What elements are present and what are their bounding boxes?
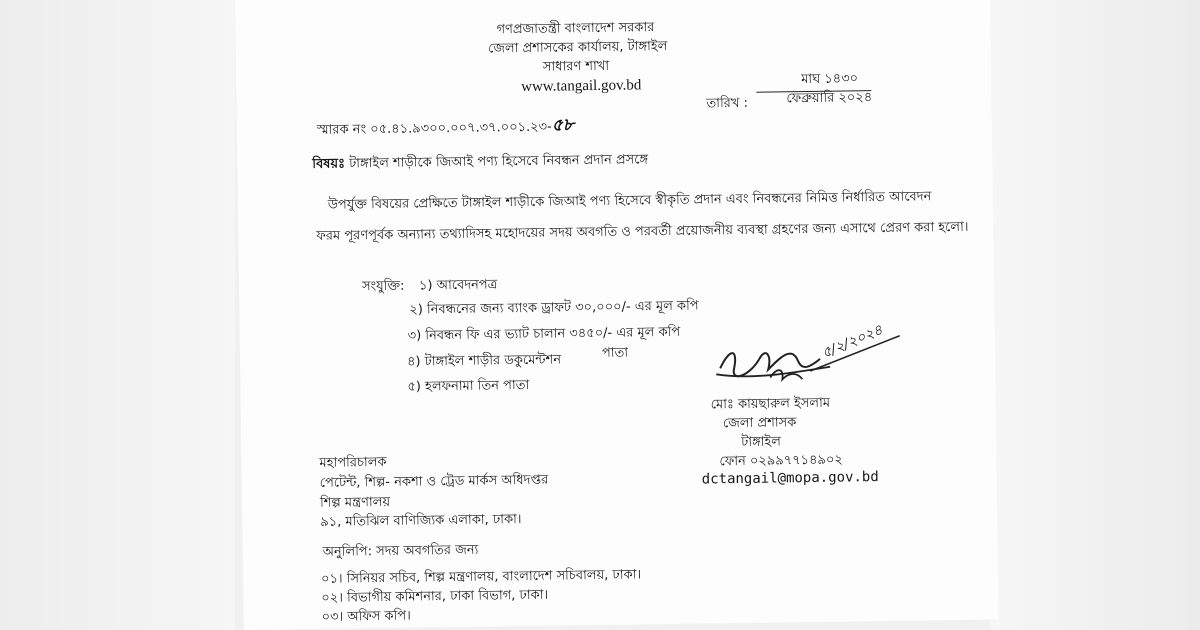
attachment-item-3: ৩) নিবন্ধন ফি এর ভ্যাট চালান ৩৪৫০/- এর মূল কপি bbox=[407, 324, 681, 344]
signer-district: টাঙ্গাইল bbox=[741, 434, 782, 450]
signer-email[interactable]: dctangail@mopa.gov.bd bbox=[701, 469, 879, 488]
attachment-item-4: ৪) টাঙ্গাইল শাড়ীর ডকুমেন্টশন bbox=[406, 352, 562, 370]
copies-label: অনুলিপি: সদয় অবগতির জন্য bbox=[322, 542, 479, 560]
gov-name: গণপ্রজাতন্ত্রী বাংলাদেশ সরকার bbox=[496, 20, 655, 38]
subject-text: টাঙ্গাইল শাড়ীকে জিআই পণ্য হিসেবে নিবন্ধন প্রদান প্রসঙ্গে bbox=[349, 152, 649, 172]
signature-date: ৫/২/২০২৪ bbox=[819, 322, 886, 362]
memo-number bbox=[317, 117, 574, 139]
section-name: সাধারণ শাখা bbox=[542, 58, 610, 75]
subject-line bbox=[312, 152, 648, 173]
office-name: জেলা প্রশাসকের কার্যালয়, টাঙ্গাইল bbox=[487, 38, 668, 57]
signer-designation: জেলা প্রশাসক bbox=[722, 415, 797, 432]
english-date: ফেব্রুয়ারি ২০২৪ bbox=[786, 90, 873, 107]
attachment-item-2: ২) নিবন্ধনের জন্য ব্যাংক ড্রাফট ৩০,০০০/- এর মূল কপি bbox=[409, 298, 699, 318]
signer-phone: ফোন ০২৯৯৭৭১৪৯০২ bbox=[719, 452, 843, 470]
memo-number-text: স্মারক নং ০৫.৪১.৯৩০০.০০৭.৩৭.০০১.২৩- bbox=[316, 119, 552, 138]
signer-name: মোঃ কায়ছারুল ইসলাম bbox=[710, 395, 831, 413]
recipient-line-2: পেটেন্ট, শিল্প- নকশা ও ট্রেড মার্কস অধিদপ্তর bbox=[319, 472, 549, 491]
attachment-item-1: ১) আবেদনপত্র bbox=[418, 277, 498, 294]
document-page bbox=[235, 0, 999, 630]
recipient-line-4: ৯১, মতিঝিল বাণিজ্যিক এলাকা, ঢাকা। bbox=[320, 512, 522, 530]
website-link[interactable]: www.tangail.gov.bd bbox=[521, 77, 642, 96]
body-line-1: উপর্যুক্ত বিষয়ের প্রেক্ষিতে টাঙ্গাইল শাড়ীকে জিআই পণ্য হিসেবে স্বীকৃতি প্রদান এবং নিবন্ধনের নিমিত্ত নির্ধারিত আবেদন bbox=[327, 189, 932, 213]
recipient-line-3: শিল্প মন্ত্রণালয় bbox=[319, 494, 391, 511]
attachments-label: সংযুক্তি: bbox=[361, 278, 405, 295]
copy-item-2: ০২। বিভাগীয় কমিশনার, ঢাকা বিভাগ, ঢাকা। bbox=[321, 587, 549, 606]
subject-label: বিষয়ঃ bbox=[312, 156, 346, 172]
copy-item-3: ০৩। অফিস কপি। bbox=[321, 608, 411, 625]
body-line-2: ফরম পূরণপূর্বক অন্যান্য তথ্যাদিসহ মহোদয়ের সদয় অবগতি ও পরবর্তী প্রয়োজনীয় ব্যবস্থা গ্রহণের জন্য এসাথে প্রেরণ করা হলো। bbox=[316, 219, 969, 244]
background-right bbox=[990, 0, 1200, 630]
attachment-item-5: ৫) হলফনামা তিন পাতা bbox=[407, 377, 530, 395]
date-label: তারিখ : bbox=[706, 95, 749, 112]
bangla-date: মাঘ ১৪৩০ bbox=[801, 71, 859, 88]
handwritten-signature bbox=[710, 325, 921, 398]
recipient-line-1: মহাপরিচালক bbox=[319, 454, 387, 471]
memo-handwritten-suffix: ৫৮ bbox=[551, 115, 574, 136]
attachment-item-4-suffix: পাতা bbox=[601, 345, 629, 361]
copy-item-1: ০১। সিনিয়র সচিব, শিল্প মন্ত্রণালয়, বাংলাদেশ সচিবালয়, ঢাকা। bbox=[320, 567, 642, 587]
background-left bbox=[0, 0, 235, 630]
